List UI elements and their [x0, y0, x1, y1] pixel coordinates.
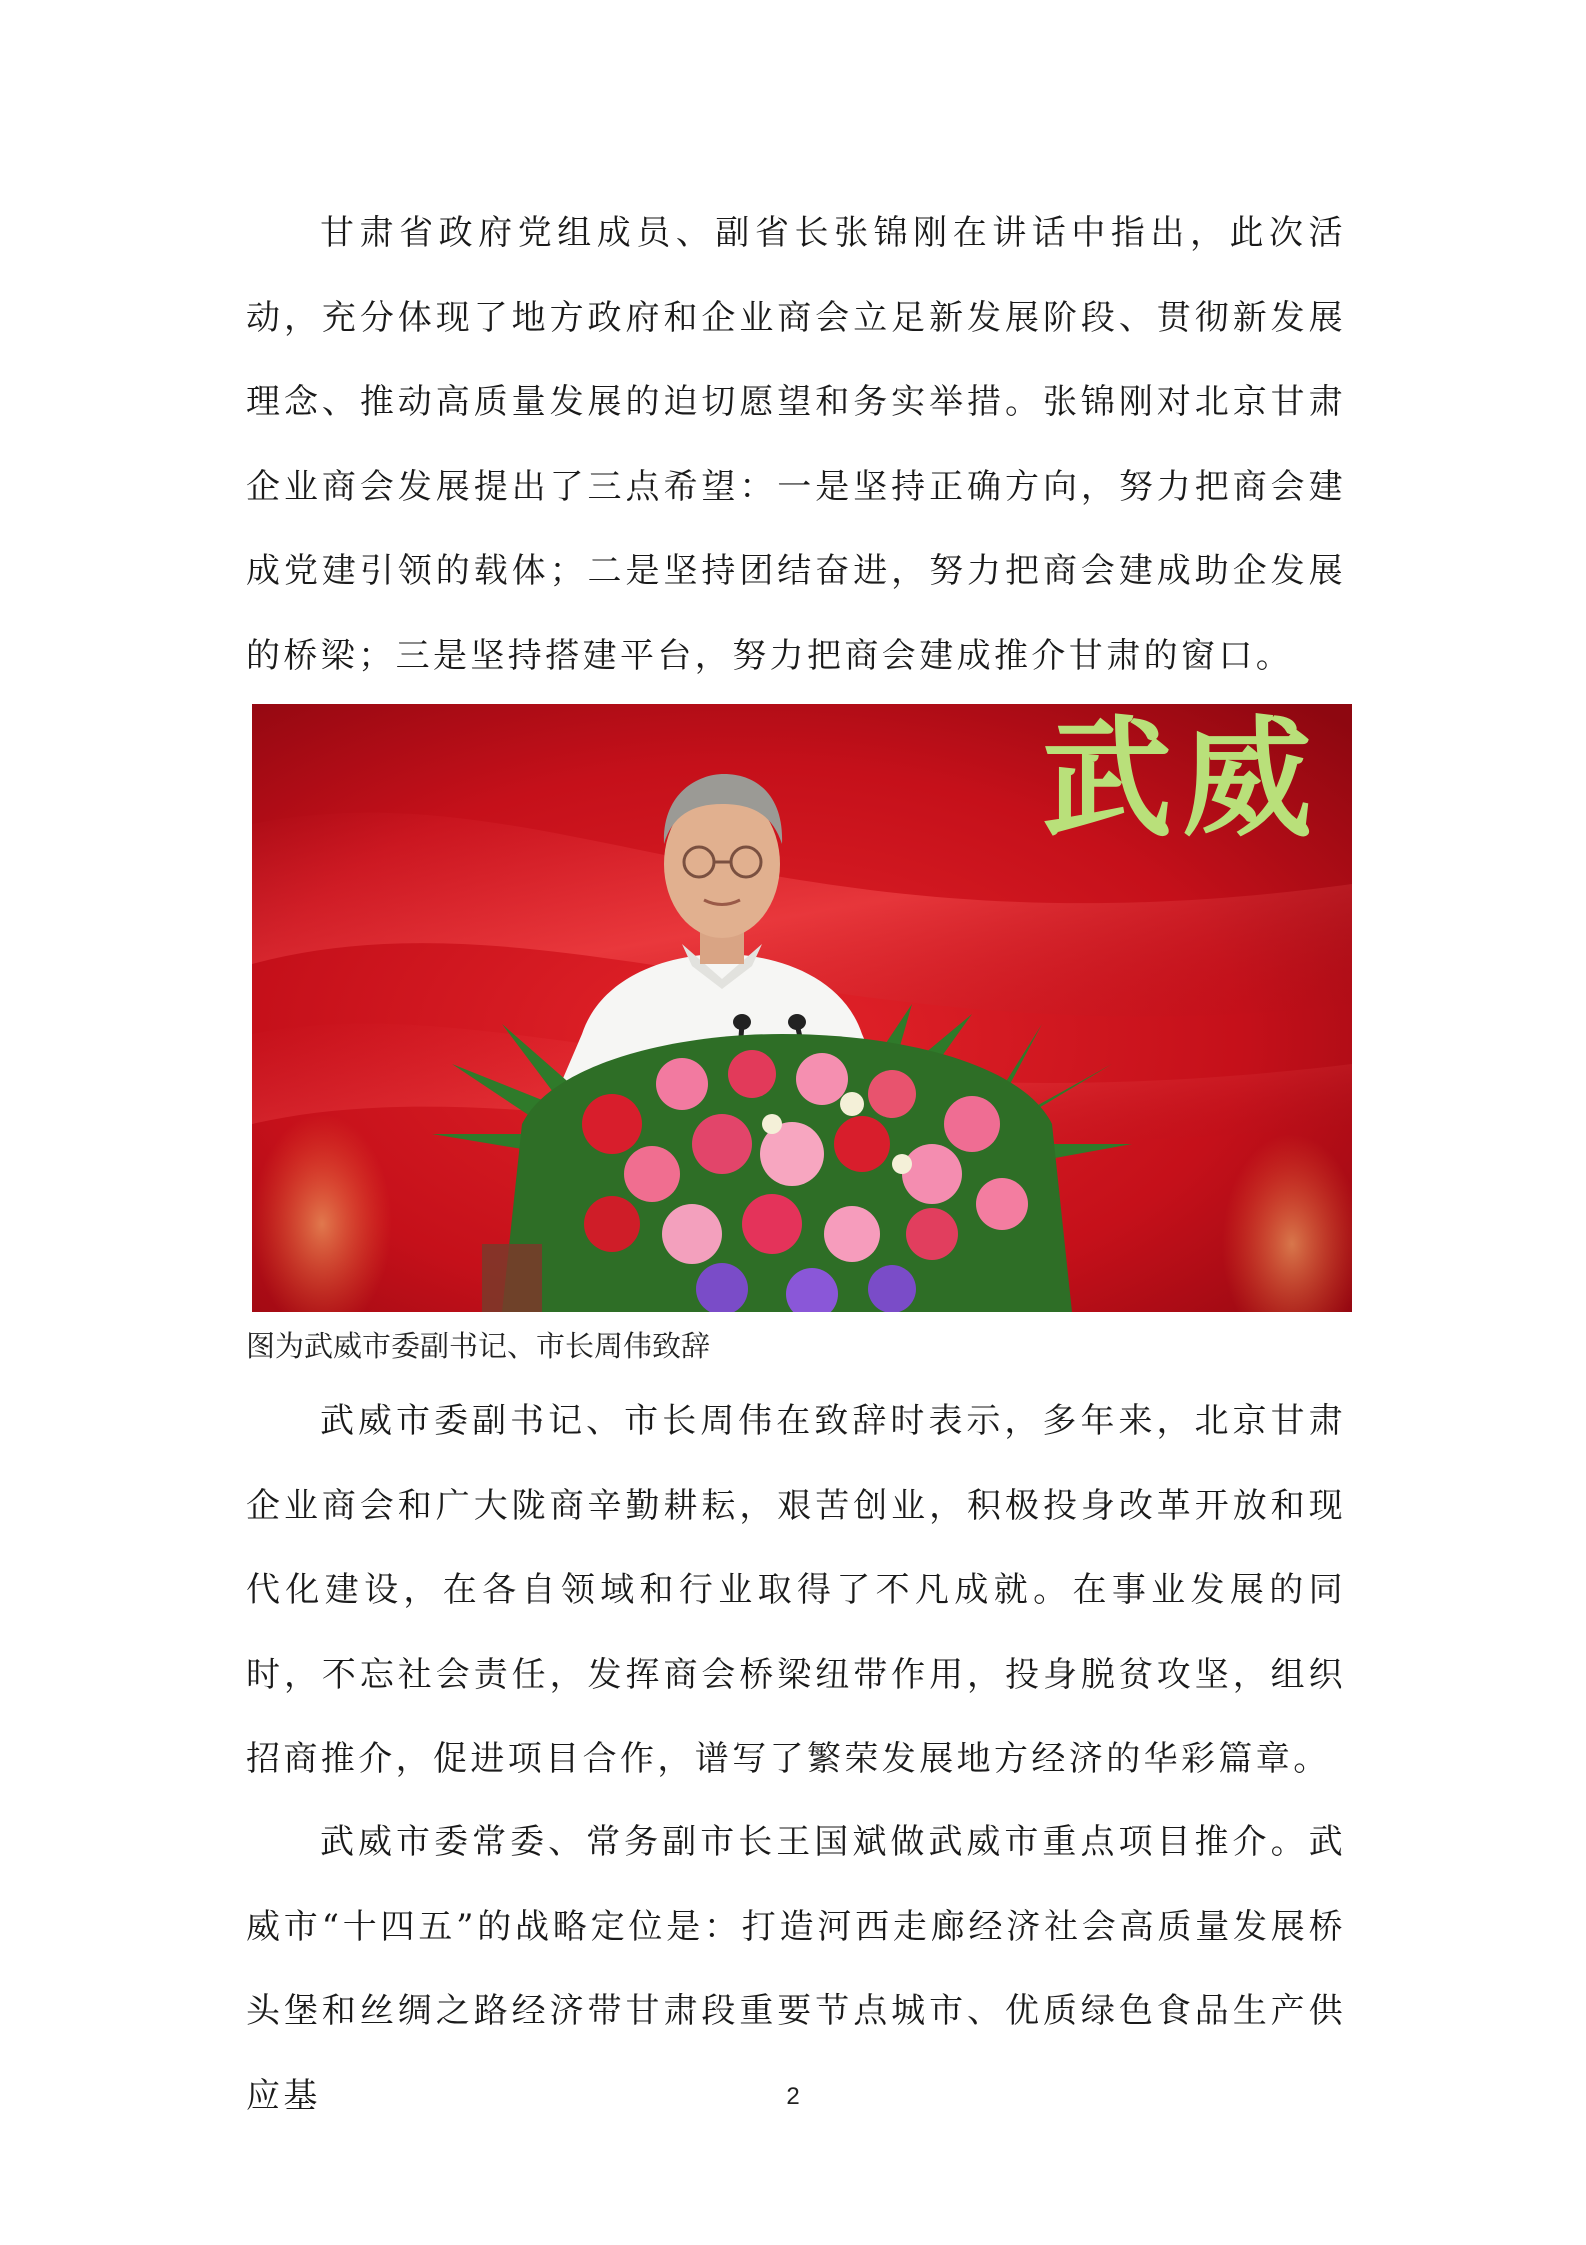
- paragraph-mayor-speech: 武威市委副书记、市长周伟在致辞时表示，多年来，北京甘肃企业商会和广大陇商辛勤耕耘，艰苦创业，积极投身改革开放和现代化建设，在各自领域和行业取得了不凡成就。在事业发展的同时，不忘社会责任，发挥商会桥梁纽带作用，投身脱贫攻坚，组织招商推介，促进项目合作，谱写了繁荣发展地方经济的华彩篇章。: [246, 1401, 1346, 1779]
- page-number: 2: [786, 2083, 800, 2110]
- paragraph-vice-governor-speech: 甘肃省政府党组成员、副省长张锦刚在讲话中指出，此次活动，充分体现了地方政府和企业商会立足新发展阶段、贯彻新发展理念、推动高质量发展的迫切愿望和务实举措。张锦刚对北京甘肃企业商会发展提出了三点希望：一是坚持正确方向，努力把商会建成党建引领的载体；二是坚持团结奋进，努力把商会建成助企发展的桥梁；三是坚持搭建平台，努力把商会建成推介甘肃的窗口。: [246, 213, 1346, 676]
- speaker-photo: [252, 704, 1352, 1312]
- backdrop-banner-text: 武威: [1042, 704, 1323, 855]
- paragraph-project-promotion: 武威市委常委、常务副市长王国斌做武威市重点项目推介。武威市“十四五”的战略定位是：打造河西走廊经济社会高质量发展桥头堡和丝绸之路经济带甘肃段重要节点城市、优质绿色食品生产供应基: [246, 1822, 1346, 2116]
- photo-caption: 图为武威市委副书记、市长周伟致辞: [246, 1329, 711, 1363]
- speaker-photo-graphic: [252, 704, 1352, 1312]
